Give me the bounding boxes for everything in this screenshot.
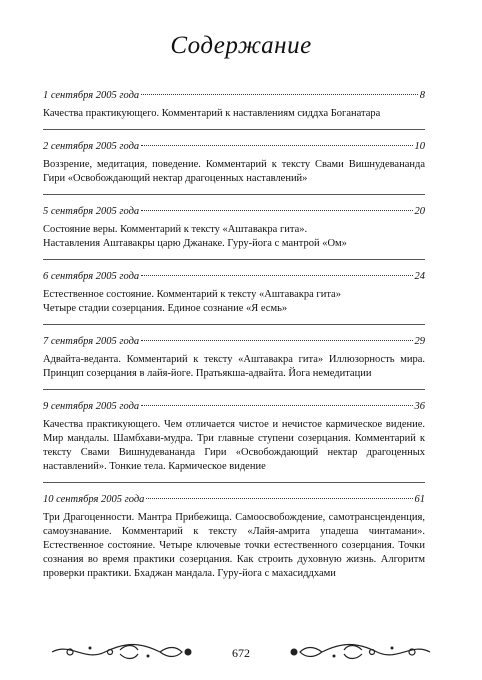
dot-leader — [141, 275, 412, 276]
toc-entry-line: Четыре стадии созерцания. Единое сознание «Я есмь» — [43, 303, 288, 314]
toc-entry-date: 5 сентября 2005 года — [43, 206, 140, 217]
divider — [43, 259, 425, 260]
toc-entry-description — [43, 353, 425, 381]
toc-entry-description — [43, 223, 425, 251]
toc-entry-page: 29 — [414, 336, 425, 347]
toc-entry-description — [43, 511, 425, 581]
toc-entry-line: Воззрение, медитация, поведение. Комментарий к тексту Свами Вишнудевананда Гири «Освобождающий нектар драгоценных наставлений» — [43, 159, 425, 184]
page-title: Содержание — [170, 32, 312, 59]
table-of-contents — [43, 88, 425, 581]
toc-entry-page: 10 — [414, 141, 425, 152]
floral-ornament-icon — [286, 642, 432, 662]
divider — [43, 482, 425, 483]
toc-entry-heading[interactable] — [43, 204, 425, 219]
toc-entry — [43, 269, 425, 316]
toc-entry-date: 6 сентября 2005 года — [43, 271, 140, 282]
toc-entry-date: 2 сентября 2005 года — [43, 141, 140, 152]
toc-entry-page: 8 — [419, 90, 425, 101]
dot-leader — [141, 405, 412, 406]
divider — [43, 194, 425, 195]
toc-entry — [43, 88, 425, 121]
toc-entry-line: Наставления Аштавакры царю Джанаке. Гуру-йога с мантрой «Ом» — [43, 238, 347, 249]
toc-entry-heading[interactable] — [43, 139, 425, 154]
toc-entry — [43, 139, 425, 186]
toc-entry-heading[interactable] — [43, 334, 425, 349]
toc-entry-heading[interactable] — [43, 492, 425, 507]
page-number: 672 — [232, 646, 250, 660]
dot-leader — [141, 94, 418, 95]
toc-entry-line: Качества практикующего. Комментарий к наставлениям сиддха Боганатара — [43, 108, 381, 119]
divider — [43, 129, 425, 130]
toc-entry-date: 10 сентября 2005 года — [43, 494, 145, 505]
dot-leader — [141, 340, 412, 341]
toc-entry-page: 61 — [414, 494, 425, 505]
toc-entry-date: 9 сентября 2005 года — [43, 401, 140, 412]
dot-leader — [146, 498, 412, 499]
divider — [43, 389, 425, 390]
toc-entry-description — [43, 418, 425, 474]
toc-entry-heading[interactable] — [43, 269, 425, 284]
toc-entry-description — [43, 288, 425, 316]
toc-entry-line: Естественное состояние. Комментарий к тексту «Аштавакра гита» — [43, 289, 341, 300]
toc-entry-description — [43, 107, 425, 121]
toc-entry-date: 7 сентября 2005 года — [43, 336, 140, 347]
toc-entry-heading[interactable] — [43, 88, 425, 103]
divider — [43, 324, 425, 325]
toc-entry-date: 1 сентября 2005 года — [43, 90, 140, 101]
toc-entry — [43, 334, 425, 381]
toc-entry-page: 24 — [414, 271, 425, 282]
page-footer — [0, 636, 482, 666]
toc-entry — [43, 492, 425, 581]
toc-entry-line: Качества практикующего. Чем отличается чистое и нечистое кармическое видение. Мир мандалы. Шамбхави-мудра. Три главные ступени созерцания. Комментарий к тексту Свами Вишнудевананда Гири «Освобождающий нектар драгоценных наставлений». Тонкие тела. Кармическое видение — [43, 419, 425, 472]
toc-entry-line: Адвайта-веданта. Комментарий к тексту «Аштавакра гита» Иллюзорность мира. Принцип созерцания в лайя-йоге. Пратьякша-адвайта. Йога немедитации — [43, 354, 425, 379]
toc-entry-line: Три Драгоценности. Мантра Прибежища. Самоосвобождение, самотрансценденция, самоузнавание. Комментарий к тексту «Лайя-амрита упадеша чинтамани». Естественное состояние. Четыре ключевые точки естественного созерцания. Точки сознания во время практики созерцания. Как строить духовную жизнь. Алгоритм проверки практики. Бхаджан мандала. Гуру-йога с махасиддхами — [43, 512, 425, 579]
toc-entry-page: 36 — [414, 401, 425, 412]
toc-entry — [43, 204, 425, 251]
toc-entry-line: Состояние веры. Комментарий к тексту «Аштавакра гита». — [43, 224, 308, 235]
dot-leader — [141, 145, 412, 146]
dot-leader — [141, 210, 412, 211]
toc-entry-page: 20 — [414, 206, 425, 217]
toc-entry-heading[interactable] — [43, 399, 425, 414]
toc-entry-description — [43, 158, 425, 186]
toc-entry — [43, 399, 425, 474]
